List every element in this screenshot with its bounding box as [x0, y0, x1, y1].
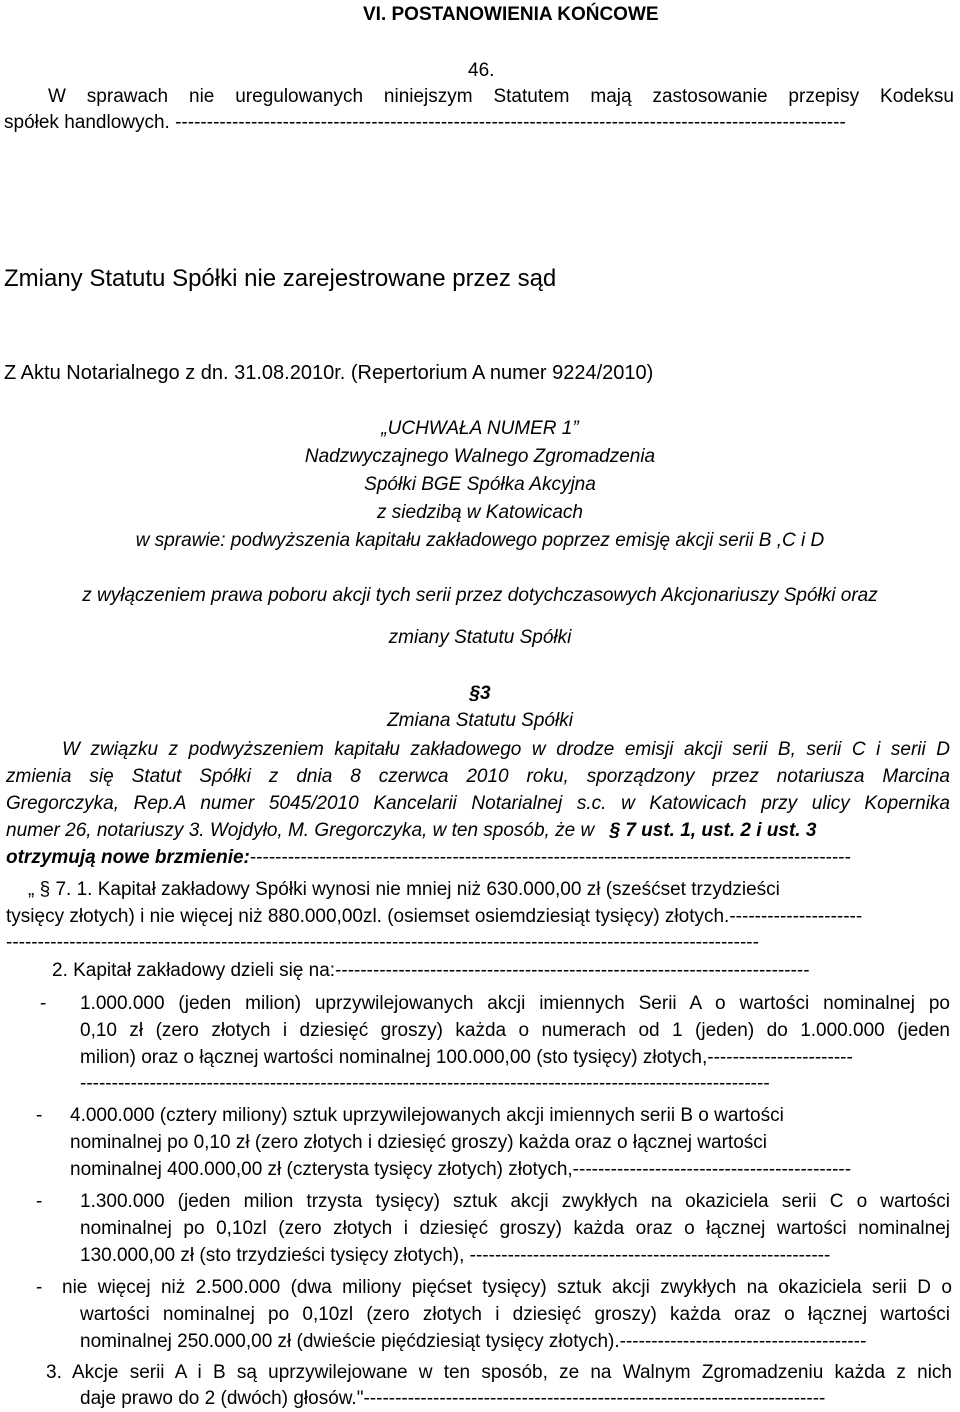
- resolution-line: Spółki BGE Spółka Akcyjna: [364, 474, 596, 495]
- list-bullet: -: [36, 1105, 43, 1126]
- list-item-line: 1.300.000 (jeden milion trzysta tysięcy) sztuk akcji zwykłych na okaziciela serii C o wartości: [80, 1191, 950, 1212]
- list-bullet: -: [36, 1191, 43, 1212]
- list-bullet: -: [40, 993, 47, 1014]
- resolution-exclusion: z wyłączeniem prawa poboru akcji tych serii przez dotychczasowych Akcjonariuszy Spółki oraz: [82, 585, 878, 606]
- list-item-line: nominalnej po 0,10 zł (zero złotych i dziesięć groszy) każda oraz o łącznej wartości: [70, 1132, 767, 1153]
- dash-filler: -----------------------------------------------------------------------------------------------: [249, 847, 851, 868]
- body-text: otrzymują nowe brzmienie:: [6, 847, 250, 868]
- section-mark: §3: [469, 683, 491, 704]
- article-line: 2. Kapitał zakładowy dzieli się na:---------------------------------------------------------------------------: [52, 960, 810, 981]
- list-bullet: -: [36, 1277, 43, 1298]
- resolution-amendment: zmiany Statutu Spółki: [388, 627, 572, 648]
- chapter-title: VI. POSTANOWIENIA KOŃCOWE: [363, 4, 659, 25]
- body-line: Gregorczyka, Rep.A numer 5045/2010 Kancelarii Notarialnej s.c. w Katowicach przy ulicy Kopernika: [6, 793, 950, 814]
- body-text: numer 26, notariuszy 3. Wojdyło, M. Gregorczyka, w ten sposób, że w: [6, 820, 595, 841]
- list-item-line: nominalnej 250.000,00 zł (dwieście pięćdziesiąt tysięcy złotych).---------------------------------------: [80, 1331, 867, 1352]
- article-line: 3. Akcje serii A i B są uprzywilejowane w ten sposób, ze na Walnym Zgromadzeniu każda z nich: [46, 1362, 952, 1383]
- article-line: daje prawo do 2 (dwóch) głosów."-------------------------------------------------------------------------: [80, 1388, 826, 1409]
- resolution-line: Nadzwyczajnego Walnego Zgromadzenia: [304, 446, 656, 467]
- resolution-title: „UCHWAŁA NUMER 1”: [381, 418, 579, 439]
- body-line: [6, 845, 950, 871]
- paragraph-text: spółek handlowych. ----------------------------------------------------------------------------------------------------------: [4, 112, 846, 133]
- list-item-line: 4.000.000 (cztery miliony) sztuk uprzywilejowanych akcji imiennych serii B o wartości: [70, 1105, 784, 1126]
- list-item-line: nominalnej 400.000,00 zł (czterysta tysięcy złotych) złotych,--------------------------------------------: [70, 1159, 852, 1180]
- section-title: Zmiana Statutu Spółki: [387, 710, 573, 731]
- list-item-line: -------------------------------------------------------------------------------------------------------------: [80, 1073, 770, 1094]
- list-item-line: 1.000.000 (jeden milion) uprzywilejowanych akcji imiennych Serii A o wartości nominalnej po: [80, 993, 950, 1014]
- article-line: tysięcy złotych) i nie więcej niż 880.000,00zl. (osiemset osiemdziesiąt tysięcy) złotych.---------------------: [6, 906, 863, 927]
- list-item-line: 0,10 zł (zero złotych i dziesięć groszy) każda o numerach od 1 (jeden) do 1.000.000 (jeden: [80, 1020, 950, 1041]
- article-line: -----------------------------------------------------------------------------------------------------------------------: [6, 932, 759, 953]
- list-item-line: nie więcej niż 2.500.000 (dwa miliony pięćset tysięcy) sztuk akcji zwykłych na okaziciela serii D o: [62, 1277, 952, 1298]
- body-line: W związku z podwyższeniem kapitału zakładowego w drodze emisji akcji serii B, serii C i serii D: [62, 739, 950, 760]
- resolution-line: w sprawie: podwyższenia kapitału zakładowego poprzez emisję akcji serii B ,C i D: [135, 530, 825, 551]
- paragraph-number: 46.: [468, 60, 495, 81]
- section-heading: Zmiany Statutu Spółki nie zarejestrowane przez sąd: [4, 265, 557, 292]
- list-item-line: wartości nominalnej po 0,10zl (zero złotych i dziesięć groszy) każda oraz o łącznej wartości: [80, 1304, 950, 1325]
- article-line: „ § 7. 1. Kapitał zakładowy Spółki wynosi nie mniej niż 630.000,00 zł (sześćset trzydzieści: [28, 879, 780, 900]
- deed-reference: Z Aktu Notarialnego z dn. 31.08.2010r. (Repertorium A numer 9224/2010): [4, 362, 654, 384]
- paragraph-text: W sprawach nie uregulowanych niniejszym Statutem mają zastosowanie przepisy Kodeksu: [48, 86, 954, 107]
- list-item-line: nominalnej po 0,10zl (zero złotych i dziesięć groszy) każda oraz o łącznej wartości nominalnej: [80, 1218, 950, 1239]
- resolution-line: z siedzibą w Katowicach: [377, 502, 583, 523]
- list-item-line: 130.000,00 zł (sto trzydzieści tysięcy złotych), ---------------------------------------------------------: [80, 1245, 831, 1266]
- body-line: [6, 818, 816, 844]
- paragraph-reference: § 7 ust. 1, ust. 2 i ust. 3: [609, 820, 817, 841]
- body-line: zmienia się Statut Spółki z dnia 8 czerwca 2010 roku, sporządzony przez notariusza Marcina: [6, 766, 950, 787]
- list-item-line: milion) oraz o łącznej wartości nominalnej 100.000,00 (sto tysięcy) złotych,-----------------------: [80, 1047, 853, 1068]
